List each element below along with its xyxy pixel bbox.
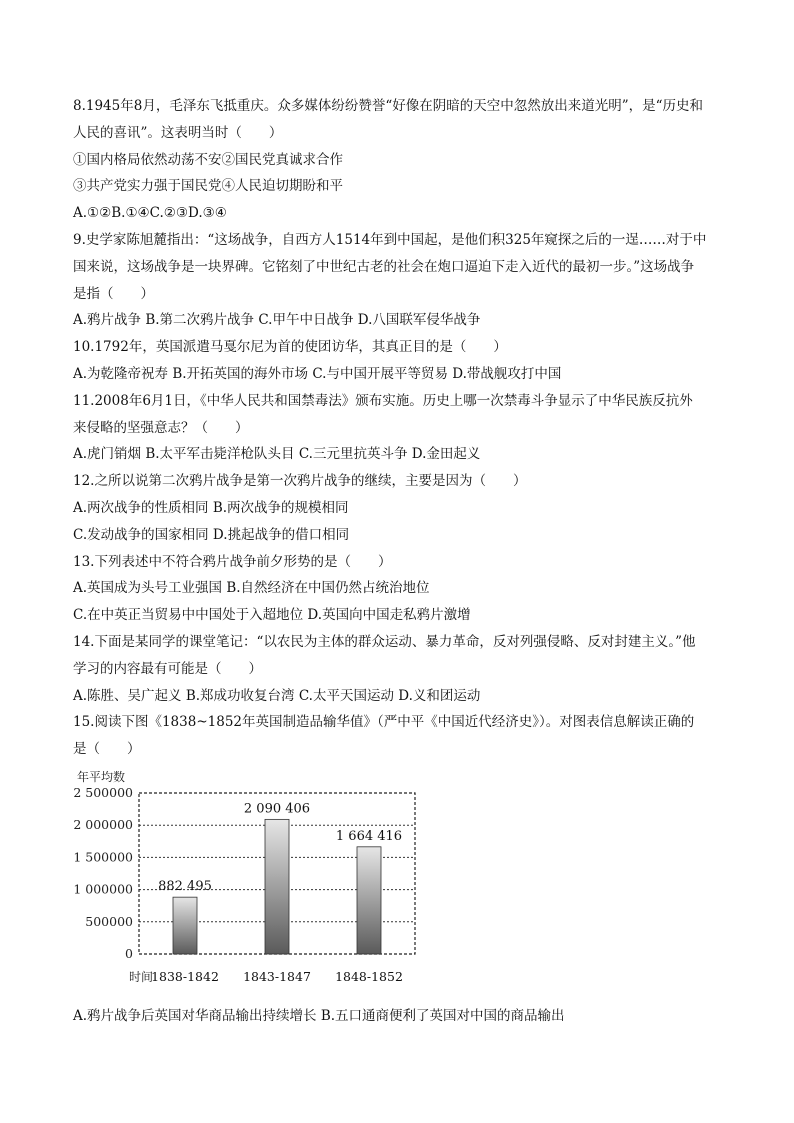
bar: [173, 897, 197, 954]
bar: [265, 819, 289, 954]
question-14-stem-1: 14.下面是某同学的课堂笔记：“以农民为主体的群众运动、暴力革命，反对列强侵略、反对封建主义。”他: [73, 633, 696, 650]
question-11: [73, 388, 728, 468]
bar-value-label: 2 090 406: [243, 801, 311, 817]
question-8: [73, 93, 728, 227]
export-value-chart: [73, 767, 433, 999]
question-12-options-2: C.发动战争的国家相同 D.挑起战争的借口相同: [73, 526, 350, 543]
y-tick-label: 2 500000: [73, 784, 133, 800]
y-axis-label: 年平均数: [77, 769, 126, 784]
question-8-statement-1: ①国内格局依然动荡不安②国民党真诚求合作: [73, 151, 343, 168]
question-12: [73, 468, 728, 548]
question-9: [73, 227, 728, 334]
question-9-stem-2: 国来说，这场战争是一块界碑。它铭刻了中世纪古老的社会在炮口逼迫下走入近代的最初一步。”这场战争: [73, 258, 695, 275]
bar: [357, 847, 381, 954]
question-10: [73, 334, 728, 388]
bar-value-label: 1 664 416: [335, 828, 403, 844]
question-11-options: A.虎门销烟 B.太平军击毙洋枪队头目 C.三元里抗英斗争 D.金田起义: [73, 446, 481, 463]
question-15-stem-1: 15.阅读下图《1838~1852年英国制造品输华值》（严中平《中国近代经济史》）。对图表信息解读正确的: [73, 714, 695, 731]
question-10-stem-1: 10.1792年，英国派遣马戛尔尼为首的使团访华，其真正目的是（ ）: [73, 339, 507, 356]
question-12-options-1: A.两次战争的性质相同 B.两次战争的规模相同: [73, 499, 349, 516]
question-9-options: A.鸦片战争 B.第二次鸦片战争 C.甲午中日战争 D.八国联军侵华战争: [73, 312, 481, 329]
x-tick-labels: [151, 969, 403, 984]
question-14: [73, 629, 728, 709]
document-body: [73, 93, 728, 1030]
question-13-options-2: C.在中英正当贸易中中国处于入超地位 D.英国向中国走私鸦片激增: [73, 607, 471, 624]
bar-value-label: 882 495: [158, 879, 212, 895]
question-9-stem-3: 是指（ ）: [73, 285, 154, 302]
y-tick-labels: [73, 785, 133, 961]
question-15-stem-2: 是（ ）: [73, 741, 141, 758]
y-tick-label: 0: [125, 945, 133, 961]
question-10-options: A.为乾隆帝祝寿 B.开拓英国的海外市场 C.与中国开展平等贸易 D.带战舰攻打中国: [73, 365, 562, 382]
question-15: [73, 709, 728, 1029]
question-15-options: A.鸦片战争后英国对华商品输出持续增长 B.五口通商便利了英国对中国的商品输出: [73, 1007, 565, 1024]
question-13-options-1: A.英国成为头号工业强国 B.自然经济在中国仍然占统治地位: [73, 580, 430, 597]
question-12-stem-1: 12.之所以说第二次鸦片战争是第一次鸦片战争的继续，主要是因为（ ）: [73, 473, 527, 490]
x-axis-label: 时间: [129, 969, 154, 984]
y-tick-label: 1 000000: [73, 881, 133, 897]
bar-chart-svg: [73, 767, 433, 999]
x-tick-label: 1843-1847: [243, 968, 311, 984]
x-tick-label: 1838-1842: [151, 968, 219, 984]
question-14-options: A.陈胜、吴广起义 B.郑成功收复台湾 C.太平天国运动 D.义和团运动: [73, 687, 481, 704]
question-11-stem-1: 11.2008年6月1日，《中华人民共和国禁毒法》颁布实施。历史上哪一次禁毒斗争显示了中华民族反抗外: [73, 392, 693, 409]
y-tick-label: 1 500000: [73, 849, 133, 865]
question-14-stem-2: 学习的内容最有可能是（ ）: [73, 660, 262, 677]
question-8-statement-2: ③共产党实力强于国民党④人民迫切期盼和平: [73, 178, 343, 195]
question-13: [73, 549, 728, 629]
question-8-stem-1: 8.1945年8月，毛泽东飞抵重庆。众多媒体纷纷赞誉“好像在阴暗的天空中忽然放出来道光明”，是“历史和: [73, 98, 704, 114]
y-tick-label: 2 000000: [73, 817, 133, 833]
question-8-options: A.①②B.①④C.②③D.③④: [73, 205, 227, 222]
question-13-stem-1: 13.下列表述中不符合鸦片战争前夕形势的是（ ）: [73, 553, 392, 570]
question-9-stem-1: 9.史学家陈旭麓指出：“这场战争，自西方人1514年到中国起，是他们积325年窥探之后的一逞……对于中: [73, 231, 707, 248]
y-tick-label: 500000: [85, 913, 133, 929]
x-tick-label: 1848-1852: [335, 968, 403, 984]
question-8-stem-2: 人民的喜讯”。这表明当时（ ）: [73, 124, 283, 141]
question-11-stem-2: 来侵略的坚强意志？（ ）: [73, 419, 249, 436]
